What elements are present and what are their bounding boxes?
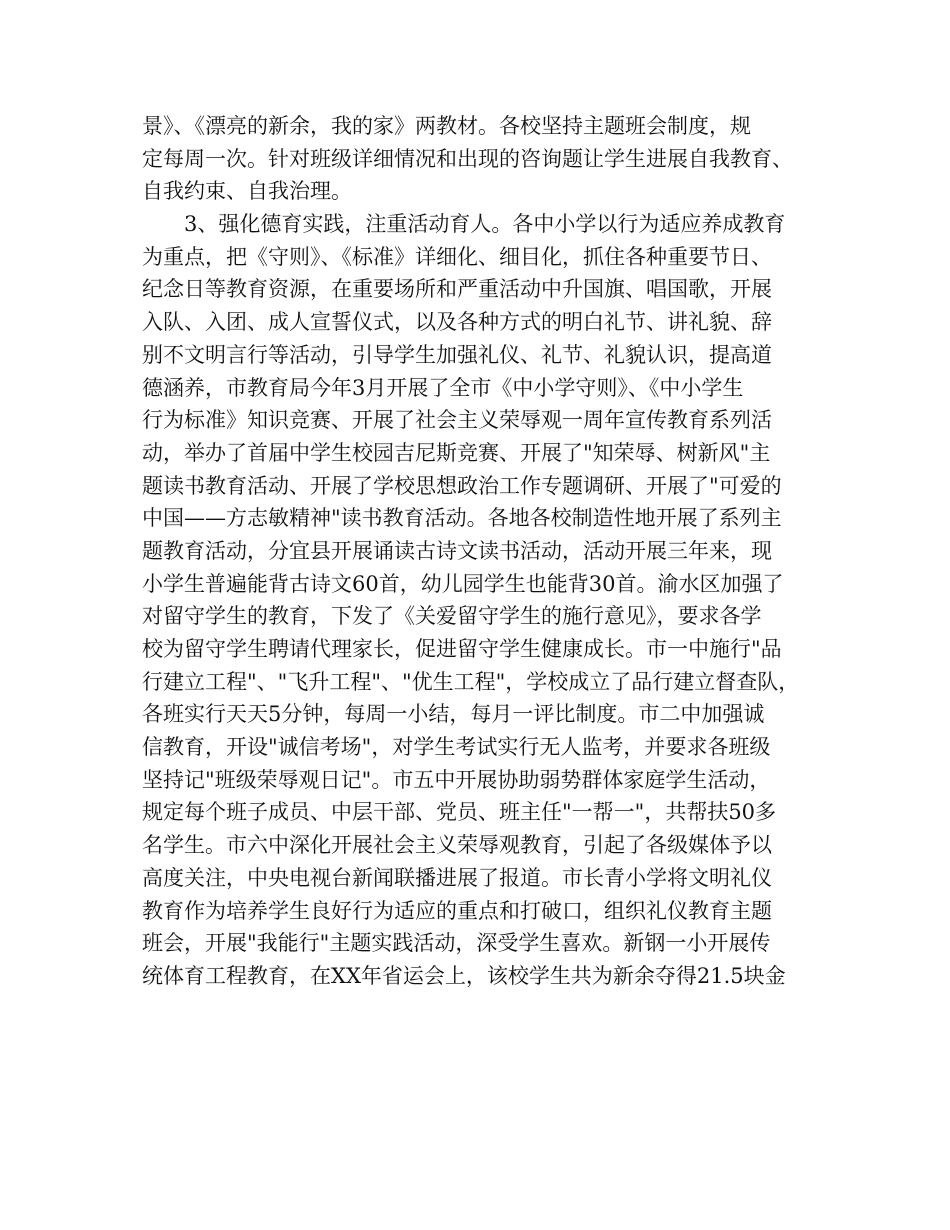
text-line: 小学生普遍能背古诗文60首，幼儿园学生也能背30首。渝水区加强了	[142, 571, 784, 596]
text-line: 校为留守学生聘请代理家长，促进留守学生健康成长。市一中施行"品	[142, 637, 782, 661]
text-line: 中国——方志敏精神"读书教育活动。各地各校制造性地开展了系列主	[142, 506, 782, 531]
text-line: 纪念日等教育资源，在重要场所和严重活动中升国旗、唱国歌，开展	[142, 277, 772, 302]
text-line: 为重点，把《守则》、《标准》详细化、细目化，抓住各种重要节日、	[142, 244, 772, 269]
text-line: 题教育活动，分宜县开展诵读古诗文读书活动，活动开展三年来，现	[142, 538, 772, 563]
text-line: 对留守学生的教育，下发了《关爱留守学生的施行意见》，要求各学	[142, 604, 762, 629]
text-line: 信教育，开设"诚信考场"，对学生考试实行无人监考，并要求各班级	[142, 735, 771, 760]
text-line: 统体育工程教育，在XX年省运会上，该校学生共为新余夺得21.5块金	[142, 963, 786, 988]
text-line: 行建立工程"、"飞升工程"、"优生工程"，学校成立了品行建立督查队，	[142, 669, 800, 694]
text-line: 景》、《漂亮的新余，我的家》两教材。各校坚持主题班会制度，规	[142, 114, 751, 138]
text-line: 自我约束、自我治理。	[142, 179, 352, 204]
text-line: 高度关注，中央电视台新闻联播进展了报道。市长青小学将文明礼仪	[142, 865, 772, 890]
text-line: 各班实行天天5分钟，每周一小结，每月一评比制度。市二中加强诚	[142, 702, 765, 727]
text-line: 规定每个班子成员、中层干部、党员、班主任"一帮一"，共帮扶50多	[142, 800, 777, 825]
paragraph-start-line: 3、强化德育实践，注重活动育人。各中小学以行为适应养成教育	[184, 212, 786, 237]
text-line: 班会，开展"我能行"主题实践活动，深受学生喜欢。新钢一小开展传	[142, 931, 771, 956]
text-line: 入队、入团、成人宣誓仪式，以及各种方式的明白礼节、讲礼貌、辞	[142, 310, 772, 335]
text-line: 行为标准》知识竞赛、开展了社会主义荣辱观一周年宣传教育系列活	[142, 408, 772, 433]
text-line: 题读书教育活动、开展了学校思想政治工作专题调研、开展了"可爱的	[142, 473, 782, 498]
text-line: 德涵养，市教育局今年3月开展了全市《中小学守则》、《中小学生	[142, 375, 744, 400]
text-line: 名学生。市六中深化开展社会主义荣辱观教育，引起了各级媒体予以	[142, 833, 772, 858]
body-text	[142, 110, 827, 993]
text-line: 别不文明言行等活动，引导学生加强礼仪、礼节、礼貌认识，提高道	[142, 342, 772, 367]
text-line: 坚持记"班级荣辱观日记"。市五中开展协助弱势群体家庭学生活动，	[142, 767, 771, 792]
text-line: 教育作为培养学生良好行为适应的重点和打破口，组织礼仪教育主题	[142, 898, 772, 923]
text-line: 动，举办了首届中学生校园吉尼斯竞赛、开展了"知荣辱、树新风"主	[142, 440, 771, 465]
text-line: 定每周一次。针对班级详细情况和出现的咨询题让学生进展自我教育、	[142, 146, 793, 171]
